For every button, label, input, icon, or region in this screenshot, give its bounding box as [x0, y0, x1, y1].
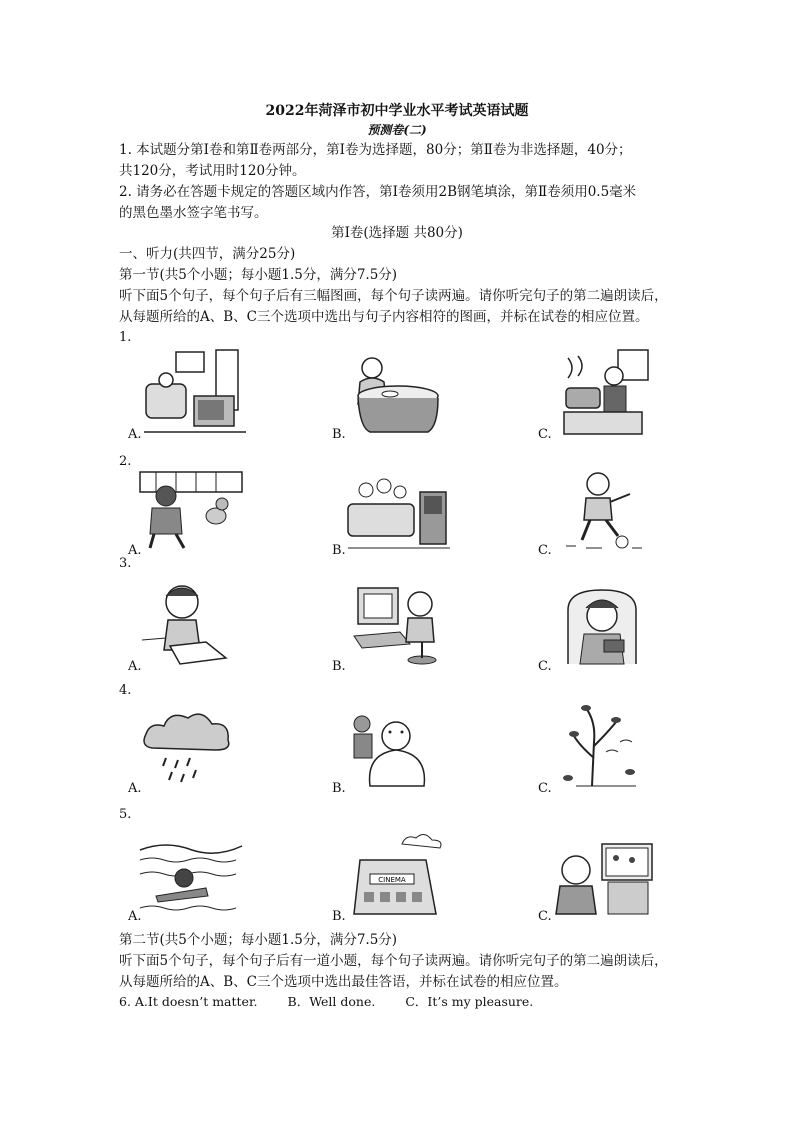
boy-playing-football-picture — [546, 464, 656, 552]
option-label: C. — [538, 659, 552, 674]
option-a[interactable] — [128, 348, 248, 440]
section1-heading: 第一节(共5个小题；每小题1.5分，满分7.5分) — [119, 267, 398, 283]
instruction-line: 2. 请务必在答题卡规定的答题区域内作答，第Ⅰ卷须用2B钢笔填涂，第Ⅱ卷须用0.5毫米 — [119, 184, 637, 200]
option-label: B. — [332, 909, 346, 924]
question-number: 1. — [119, 330, 132, 345]
question-number: 5. — [119, 807, 132, 822]
section2-instruction: 听下面5个句子，每个句子后有一道小题，每个句子读两遍。请你听完句子的第二遍朗读后， — [119, 953, 668, 969]
girl-using-computer-picture — [340, 580, 450, 668]
exam-subtitle: 预测卷(二) — [367, 123, 427, 137]
option-label: A. — [128, 659, 142, 674]
man-with-dog-picture — [136, 464, 246, 552]
cinema-sign: CINEMA — [378, 876, 406, 884]
section1-instruction: 从每题所给的A、B、C三个选项中选出与句子内容相符的图画，并标在试卷的相应位置。 — [119, 309, 649, 325]
option-b[interactable] — [332, 580, 452, 672]
girl-on-phone-picture — [546, 580, 656, 668]
volume-title: 第Ⅰ卷(选择题 共80分) — [331, 225, 463, 241]
option-label: A. — [128, 909, 142, 924]
q6-option-c[interactable]: C．It’s my pleasure. — [405, 994, 534, 1009]
rain-cloud-picture — [136, 702, 246, 790]
option-label: C. — [538, 543, 552, 558]
option-a[interactable] — [128, 830, 248, 922]
option-a[interactable] — [128, 580, 248, 672]
section1-instruction: 听下面5个句子，每个句子后有三幅图画，每个句子读两遍。请你听完句子的第二遍朗读后， — [119, 288, 668, 304]
option-label: B. — [332, 427, 346, 442]
snowman-picture — [340, 702, 450, 790]
instruction-line: 共120分，考试用时120分钟。 — [119, 163, 306, 179]
option-label: B. — [332, 659, 346, 674]
section2-instruction: 从每题所给的A、B、C三个选项中选出最佳答语，并标在试卷的相应位置。 — [119, 974, 568, 990]
option-label: A. — [128, 781, 142, 796]
question-number: 4. — [119, 683, 132, 698]
option-b[interactable] — [332, 464, 452, 556]
q6-option-a[interactable]: 6. A.It doesn’t matter. — [119, 994, 258, 1009]
option-label: C. — [538, 909, 552, 924]
question-number: 2. — [119, 454, 132, 469]
option-c[interactable] — [538, 702, 658, 794]
girl-cooking-picture — [546, 348, 656, 436]
option-label: C. — [538, 781, 552, 796]
option-label: A. — [128, 427, 142, 442]
family-watching-tv-picture — [340, 464, 450, 552]
option-b[interactable] — [332, 830, 452, 922]
instruction-line: 1. 本试题分第Ⅰ卷和第Ⅱ卷两部分，第Ⅰ卷为选择题，80分；第Ⅱ卷为非选择题，40分； — [119, 142, 632, 158]
option-c[interactable] — [538, 464, 658, 556]
option-c[interactable] — [538, 580, 658, 672]
question-6-options — [119, 992, 559, 1010]
option-b[interactable] — [332, 348, 452, 440]
option-label: A. — [128, 543, 142, 558]
section2-heading: 第二节(共5个小题；每小题1.5分，满分7.5分) — [119, 932, 398, 948]
option-a[interactable] — [128, 702, 248, 794]
question-number: 3. — [119, 556, 132, 571]
boy-watching-tv-picture — [136, 348, 246, 436]
q6-option-b[interactable]: B．Well done. — [287, 994, 376, 1009]
option-c[interactable] — [538, 348, 658, 440]
part1-heading: 一、听力(共四节，满分25分) — [119, 246, 296, 262]
option-label: B. — [332, 543, 346, 558]
option-a[interactable] — [128, 464, 248, 556]
boy-watching-tv-screen-picture — [546, 830, 656, 918]
exam-title: 2022年菏泽市初中学业水平考试英语试题 — [265, 103, 529, 119]
instruction-line: 的黑色墨水签字笔书写。 — [119, 205, 268, 221]
cinema-building-picture — [340, 830, 450, 918]
option-c[interactable] — [538, 830, 658, 922]
windy-tree-picture — [546, 702, 656, 790]
swimming-picture — [136, 830, 246, 918]
option-label: C. — [538, 427, 552, 442]
option-b[interactable] — [332, 702, 452, 794]
option-label: B. — [332, 781, 346, 796]
woman-at-table-picture — [340, 348, 450, 436]
girl-writing-picture — [136, 580, 246, 668]
